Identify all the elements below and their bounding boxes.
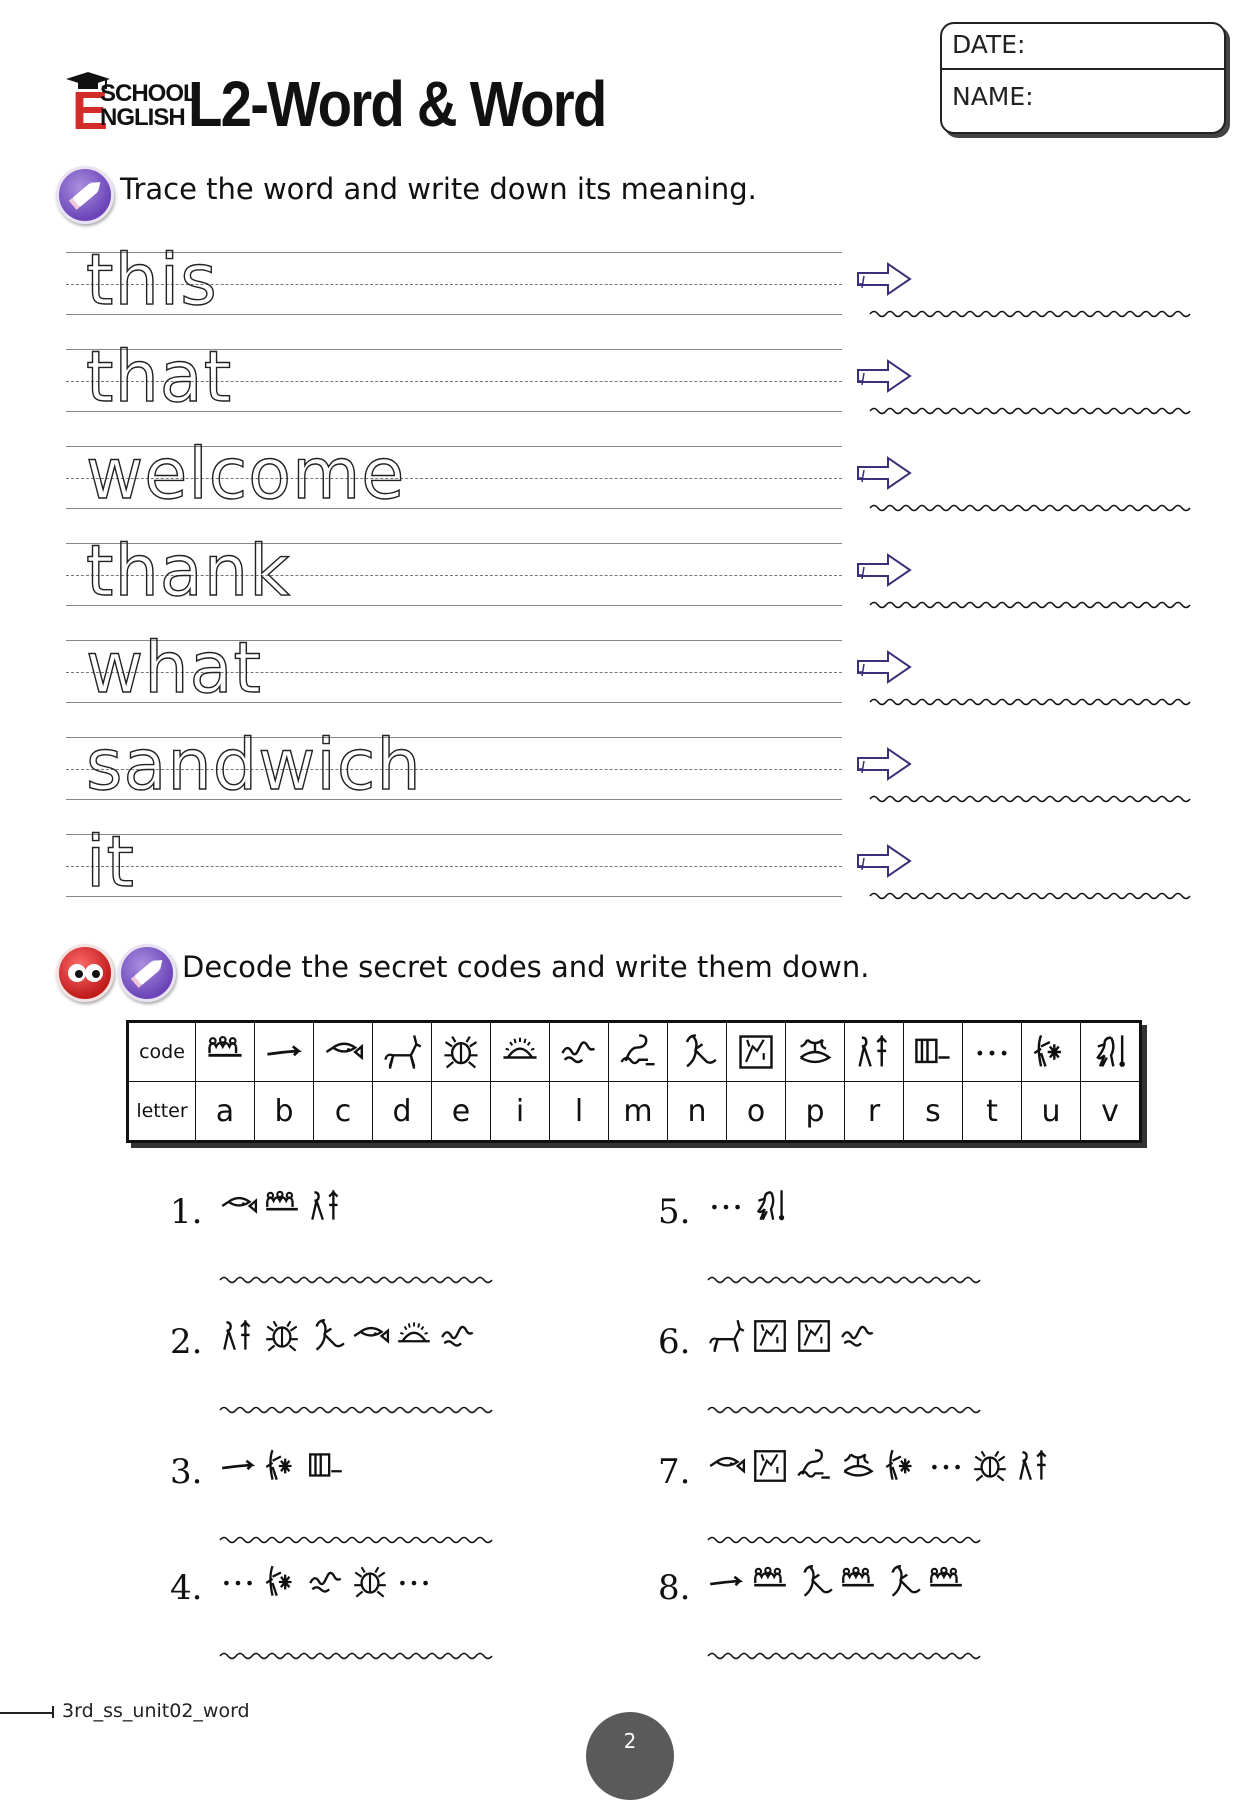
glyph-n-icon: [882, 1562, 922, 1602]
puzzle-number: 4.: [170, 1568, 203, 1608]
glyph-a-icon: [926, 1562, 966, 1602]
trace-word: sandwich: [86, 724, 422, 806]
code-header: code: [128, 1022, 196, 1082]
glyph-o-icon: [750, 1446, 790, 1486]
puzzle-code: [706, 1316, 878, 1356]
code-letter: v: [1081, 1082, 1141, 1142]
meaning-answer-line[interactable]: [868, 306, 1198, 320]
wavy-line: [218, 1649, 508, 1663]
code-letter: i: [491, 1082, 550, 1142]
page-title: L2-Word & Word: [188, 68, 606, 140]
glyph-p-icon: [838, 1446, 878, 1486]
puzzle-number: 1.: [170, 1192, 203, 1232]
wavy-line: [706, 1533, 996, 1547]
code-letter: b: [255, 1082, 314, 1142]
glyph-r-icon: [1014, 1446, 1054, 1486]
trace-instruction: Trace the word and write down its meaning.: [120, 172, 757, 206]
code-letter: n: [668, 1082, 727, 1142]
puzzle-answer-line[interactable]: [218, 1532, 508, 1544]
meaning-answer-line[interactable]: [868, 403, 1198, 417]
wavy-line: [868, 695, 1198, 709]
wavy-line: [868, 598, 1198, 612]
glyph-s-icon: [912, 1031, 954, 1073]
glyph-c-icon: [706, 1446, 746, 1486]
glyph-t-icon: [971, 1031, 1013, 1073]
code-letter: c: [314, 1082, 373, 1142]
glyph-b-icon: [218, 1446, 258, 1486]
glyph-b-icon: [263, 1031, 305, 1073]
glyph-t-icon: [394, 1562, 434, 1602]
glyph-a-icon: [262, 1186, 302, 1226]
glyph-o-icon: [794, 1316, 834, 1356]
school-english-logo: [62, 72, 197, 141]
trace-word: what: [86, 627, 262, 709]
glyph-r-icon: [306, 1186, 346, 1226]
code-symbol-p: [786, 1022, 845, 1082]
glyph-i-icon: [499, 1031, 541, 1073]
code-symbol-n: [668, 1022, 727, 1082]
code-letter: d: [373, 1082, 432, 1142]
puzzle-answer-line[interactable]: [218, 1272, 508, 1284]
code-symbol-t: [963, 1022, 1022, 1082]
glyph-e-icon: [440, 1031, 482, 1073]
glyph-o-icon: [750, 1316, 790, 1356]
puzzle-answer-line[interactable]: [706, 1272, 996, 1284]
puzzle-number: 7.: [658, 1452, 691, 1492]
arrow-icon: [856, 359, 912, 393]
glyph-c-icon: [350, 1316, 390, 1356]
trace-word: thank: [86, 530, 291, 612]
puzzle-answer-line[interactable]: [218, 1402, 508, 1414]
wavy-line: [868, 501, 1198, 515]
arrow-icon: [856, 456, 912, 490]
arrow-icon: [856, 262, 912, 296]
puzzle-answer-line[interactable]: [218, 1648, 508, 1660]
trace-row[interactable]: [66, 724, 842, 806]
code-letter: r: [845, 1082, 904, 1142]
puzzle-code: [218, 1186, 346, 1226]
wavy-line: [868, 889, 1198, 903]
code-letter: o: [727, 1082, 786, 1142]
glyph-u-icon: [262, 1446, 302, 1486]
puzzle-number: 3.: [170, 1452, 203, 1492]
trace-word: it: [86, 821, 135, 903]
trace-word: that: [86, 336, 233, 418]
code-letter: l: [550, 1082, 609, 1142]
code-symbol-i: [491, 1022, 550, 1082]
glyph-a-icon: [838, 1562, 878, 1602]
arrow-icon: [856, 747, 912, 781]
logo-bottom-text: NGLISH: [100, 104, 185, 131]
glyph-c-icon: [218, 1186, 258, 1226]
glyph-t-icon: [926, 1446, 966, 1486]
trace-word: this: [86, 239, 218, 321]
glyph-u-icon: [262, 1562, 302, 1602]
glyph-n-icon: [676, 1031, 718, 1073]
puzzle-code: [706, 1186, 790, 1226]
date-name-box: [940, 22, 1226, 134]
code-symbol-e: [432, 1022, 491, 1082]
glyph-o-icon: [735, 1031, 777, 1073]
glyph-a-icon: [204, 1031, 246, 1073]
glyph-n-icon: [794, 1562, 834, 1602]
glyph-r-icon: [218, 1316, 258, 1356]
wavy-line: [218, 1403, 508, 1417]
logo-letter: E: [72, 81, 109, 141]
puzzle-number: 8.: [658, 1568, 691, 1608]
glyph-l-icon: [838, 1316, 878, 1356]
meaning-answer-line[interactable]: [868, 500, 1198, 514]
glyph-m-icon: [617, 1031, 659, 1073]
glyph-t-icon: [706, 1186, 746, 1226]
glyph-t-icon: [218, 1562, 258, 1602]
code-symbol-o: [727, 1022, 786, 1082]
code-letter: t: [963, 1082, 1022, 1142]
glyph-c-icon: [322, 1031, 364, 1073]
puzzle-code: [706, 1446, 1054, 1486]
code-letter: a: [196, 1082, 255, 1142]
puzzle-answer-line[interactable]: [706, 1648, 996, 1660]
code-symbol-u: [1022, 1022, 1081, 1082]
glyph-p-icon: [794, 1031, 836, 1073]
trace-row[interactable]: [66, 433, 842, 515]
glyph-n-icon: [306, 1316, 346, 1356]
glyph-e-icon: [262, 1316, 302, 1356]
code-symbol-d: [373, 1022, 432, 1082]
wavy-line: [868, 404, 1198, 418]
puzzle-number: 2.: [170, 1322, 203, 1362]
trace-row[interactable]: [66, 239, 842, 321]
puzzle-code: [218, 1562, 434, 1602]
wavy-line: [868, 307, 1198, 321]
wavy-line: [218, 1273, 508, 1287]
puzzle-answer-line[interactable]: [706, 1402, 996, 1414]
wavy-line: [706, 1649, 996, 1663]
glyph-u-icon: [882, 1446, 922, 1486]
glyph-v-icon: [750, 1186, 790, 1226]
code-letter: u: [1022, 1082, 1081, 1142]
code-table: [126, 1020, 1142, 1143]
trace-word: welcome: [86, 433, 406, 515]
puzzle-answer-line[interactable]: [706, 1532, 996, 1544]
code-letter: p: [786, 1082, 845, 1142]
date-label: DATE:: [952, 30, 1026, 59]
puzzle-code: [706, 1562, 966, 1602]
code-symbol-c: [314, 1022, 373, 1082]
glyph-a-icon: [750, 1562, 790, 1602]
glyph-b-icon: [706, 1562, 746, 1602]
code-symbol-l: [550, 1022, 609, 1082]
glyph-e-icon: [350, 1562, 390, 1602]
puzzle-code: [218, 1316, 478, 1356]
glyph-u-icon: [1030, 1031, 1072, 1073]
glyph-d-icon: [706, 1316, 746, 1356]
glyph-e-icon: [970, 1446, 1010, 1486]
glyph-r-icon: [853, 1031, 895, 1073]
trace-row[interactable]: [66, 336, 842, 418]
name-label: NAME:: [952, 82, 1034, 111]
glyph-s-icon: [306, 1446, 346, 1486]
pencil-icon: [56, 166, 114, 224]
footer-file-name: 3rd_ss_unit02_word: [62, 1700, 250, 1722]
glyph-l-icon: [438, 1316, 478, 1356]
letter-header: letter: [128, 1082, 196, 1142]
code-letter: e: [432, 1082, 491, 1142]
logo-top-text: SCHOOL: [100, 80, 197, 107]
code-symbol-b: [255, 1022, 314, 1082]
code-symbol-v: [1081, 1022, 1141, 1082]
eyes-icon: [56, 944, 114, 1002]
meaning-answer-line[interactable]: [868, 791, 1198, 805]
code-row: [128, 1022, 1141, 1082]
glyph-v-icon: [1089, 1031, 1131, 1073]
puzzle-code: [218, 1446, 346, 1486]
glyph-m-icon: [794, 1446, 834, 1486]
wavy-line: [218, 1533, 508, 1547]
decode-instruction: Decode the secret codes and write them down.: [182, 950, 870, 984]
code-symbol-r: [845, 1022, 904, 1082]
code-symbol-m: [609, 1022, 668, 1082]
trace-row[interactable]: [66, 627, 842, 709]
arrow-icon: [856, 650, 912, 684]
code-symbol-a: [196, 1022, 255, 1082]
arrow-icon: [856, 844, 912, 878]
puzzle-number: 5.: [658, 1192, 691, 1232]
wavy-line: [706, 1273, 996, 1287]
page-number: 2: [586, 1712, 674, 1800]
trace-row[interactable]: [66, 821, 842, 903]
arrow-icon: [856, 553, 912, 587]
wavy-line: [868, 792, 1198, 806]
trace-row[interactable]: [66, 530, 842, 612]
glyph-l-icon: [306, 1562, 346, 1602]
meaning-answer-line[interactable]: [868, 888, 1198, 902]
meaning-answer-line[interactable]: [868, 597, 1198, 611]
puzzle-number: 6.: [658, 1322, 691, 1362]
code-symbol-s: [904, 1022, 963, 1082]
code-letter: s: [904, 1082, 963, 1142]
glyph-l-icon: [558, 1031, 600, 1073]
glyph-d-icon: [381, 1031, 423, 1073]
letter-row: [128, 1082, 1141, 1142]
code-letter: m: [609, 1082, 668, 1142]
wavy-line: [706, 1403, 996, 1417]
meaning-answer-line[interactable]: [868, 694, 1198, 708]
glyph-i-icon: [394, 1316, 434, 1356]
pencil-icon: [118, 944, 176, 1002]
